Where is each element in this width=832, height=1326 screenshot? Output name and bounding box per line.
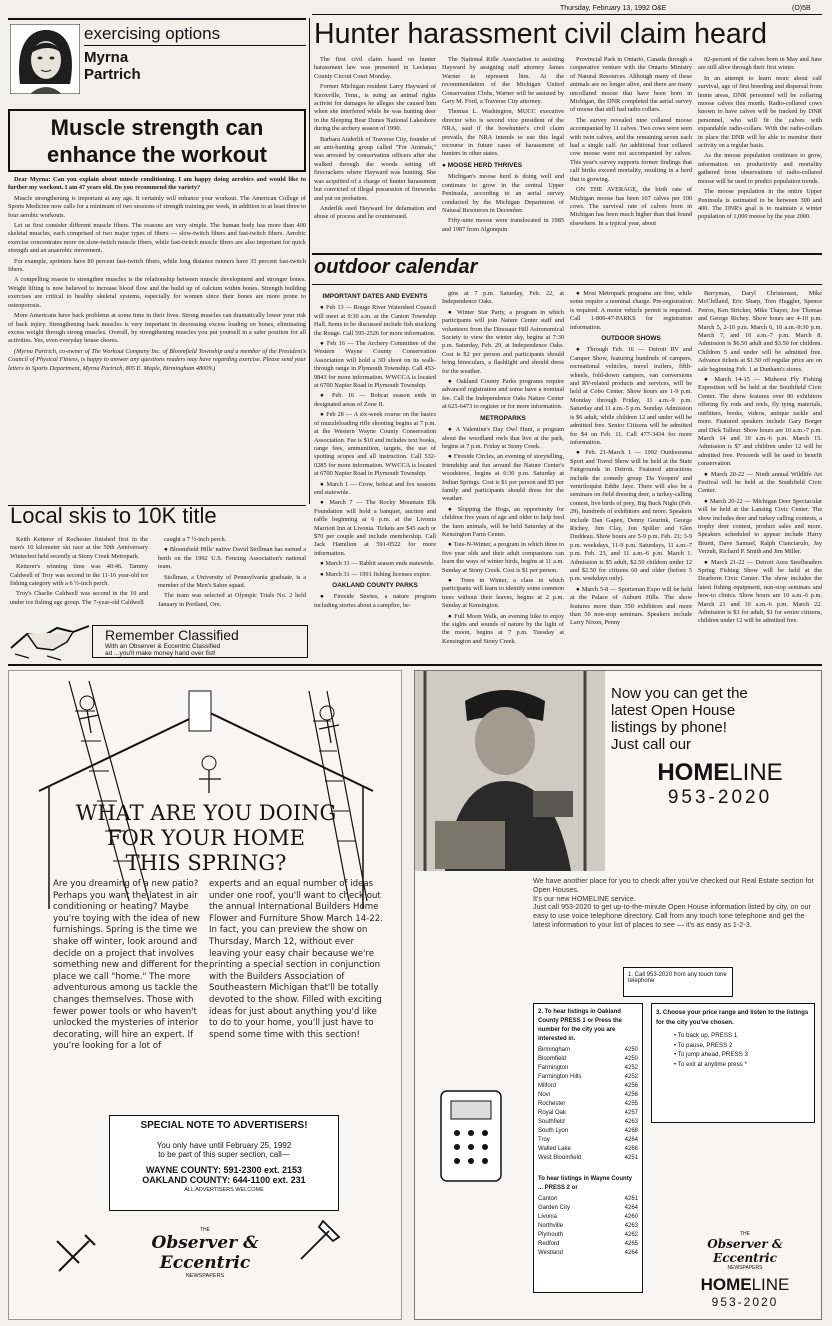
homeline-ad [414, 670, 822, 1320]
hunter-col-2: The National Rifle Association is assisting Hayward by assigning staff attorney James Warner to represent him. At the recommendation of the Michigan United Conservation Clubs, Warner will be assisted by Gary M. Ford, a Traverse City attorney. Thomas L. Washington, MUCC executive director who is second vice president of the NRA, said if the bowhunter's civil claim prevails, the NRA intends to use this legal recourse in future cases of harassment of hunters in other states. ● MOOSE HERD THRIVES Michigan's moose herd is doing well and continues to grow in the central Upper Peninsula, according to an aerial survey conducted by the Michigan Department of Natural Resources in December. Fifty-nine moose were translocated in 1985 and 1987 from Algonquin [442, 56, 564, 233]
city-row: Plymouth 4262 [538, 1232, 638, 1238]
city-row: South Lyon 4268 [538, 1128, 638, 1134]
skis-col-1: Keith Ketterer of Rochester finished first in the men's 10 kilometer ski race at the 50th Anniversary Winterfest held recently at Stony Creek Metropark. Ketterer's winning time was 40:46. Tammy Caldwell of Troy was second in the 11-16 year-old ice fishing category with a 6 ½-inch perch. Troy's Charlie Caldwell was second in the 10 and under ice fishing age group. The 7-year-old Caldwell [10, 536, 148, 606]
hunter-headline: Hunter harassment civil claim heard [314, 18, 768, 50]
city-row: Garden City 4264 [538, 1205, 638, 1211]
calendar-title: outdoor calendar [314, 256, 478, 278]
hammer-icon [289, 1211, 349, 1271]
author-bio: (Myrna Partrich, co-owner of The Workout Company Inc. of Bloomfield Township and a member of the President's Council of Physical Fitness, is happy to answer any questions readers may have regarding exercise. Please send your letters to Sports Department, Myrna Partrich, 805 E. Maple, Birmingham 48009.) [8, 347, 306, 372]
column-paragraph: For example, sprinters have 80 percent fast-twitch fibers, while long distance runners have 35 percent fast-twitch fibers. [8, 257, 306, 274]
moose-subhead: ● MOOSE HERD THRIVES [442, 161, 523, 169]
city-row: Walled Lake 4266 [538, 1146, 638, 1152]
column-paragraph: A compelling reason to strengthen muscles is the relationship between muscle development and stronger bones. Weight lifting is now believed to increase blood flow and the build up of calcium within bones. Strength building exercises are critical to healthy skeletal systems, especially for women since their bones are more prone to osteoporosis. [8, 276, 306, 309]
city-row: Westland 4264 [538, 1250, 638, 1256]
skis-headline: Local skis to 10K title [10, 503, 217, 528]
city-row: West Bloomfield 4251 [538, 1155, 638, 1161]
city-row: Northville 4263 [538, 1223, 638, 1229]
handshake-icon [7, 618, 93, 662]
city-row: Canton 4261 [538, 1196, 638, 1202]
city-row: Southfield 4263 [538, 1119, 638, 1125]
column-paragraph: Let us first consider different muscle fibers. The reasons are very simple. The human body has more than 400 skeletal muscles, each comprised of two major types of fibers — slow-twitch fibers and fast-twitch fibers. Aerobic exercise concentrates more on slow-twitch muscle fibers, while fast-twitch muscle fibers are also important for quick strength and an anaerobic movement. [8, 222, 306, 255]
hunter-col-3: Provincial Park in Ontario, Canada through a cooperative venture with the Ontario Ministry of Natural Resources. Although many of these animals are no longer alive, and there are many uncollared moose that have been born in Michigan, the DNR completed the aerial survey of moose that still had radio collars. The survey revealed nine collared moose accompanied by 11 calves. Two cows were seen with twin calves, and the remaining seven each had a single calf. An additional four collared cow moose were not accompanied by calves. This year's survey supports former findings that calf births exceed mortality, resulting in a herd that is growing. ON THE AVERAGE, the birth rate of Michigan moose has been 107 calves per 100 cows. The survival rate of calves born in Michigan has been much higher than that found elsewhere. In a typical year, about [570, 56, 692, 227]
home-ad-left-copy: Are you dreaming of a new patio? Perhaps you want the latest in air conditioning or heating? Maybe you're toying with the idea of new furnishings. Spring is the time we shake off winter, look around and decide on a project that involves something new and different for the place we call "home." The more adventurous among us tackle the changes themselves. Those with fewer power tools or who haven't unlocked the mysteries of interior decorating, will hire an expert. If you're looking for a lot of [53, 879, 209, 1052]
homeline-logo: HOMELINE 953-2020 [657, 759, 783, 808]
calendar-col-2: gins at 7 p.m. Saturday, Feb. 22, at Independence Oaks. ● Winter Star Party, a program in which participants will join Nature Center staff and volunteers from the Dinosaur Hill Astronomical Society to view the winter sky, begins at 7:30 p.m. Saturday, Feb. 29, at Independence Oaks. Cost is $2 per person and participants should bring binoculars, a flashlight and should dress for the weather. ● Oakland County Parks programs require advanced registration and some have a nominal fee. Call the Independence Oaks Nature Center at 625-6473 to register or for more information. METROPARKS ● A Valentine's Day Owl Hunt, a program about the woodland owls that live at the park, begins at 7 p.m. Friday at Stony Creek. ● Fireside Circles, an evening of storytelling, friendship and fun around the Nature Center's woodstove, begins at 6:30 p.m. Saturday at Indian Springs. Cost is $1 per person and $5 per family and participants should dress for the weather. ● Slopping the Hogs, an opportunity for children five years of age and older to help feed the farm animals, will be held Saturday at the Kensington Farm Center. ● Tots-N-Winter, a program in which three to five year olds and their adult companions can learn the ways of winter birds, begins at 11 a.m. Sunday at Stony Creek. Cost is $1 per person. ● Trees in Winter, a class in which participants will learn to identify some common trees without their leaves, begins at 2 p.m. Sunday at Kensington. ● Full Moon Walk, an evening hike to enjoy the sights and sounds of nature by the light of the moon, begins at 7 p.m. Tuesday at Kensington and Stony Creek. [442, 290, 564, 645]
author-last-name: Partrich [84, 66, 141, 83]
city-row: Royal Oak 4257 [538, 1110, 638, 1116]
column-header [8, 18, 306, 109]
city-row: Farmington 4252 [538, 1065, 638, 1071]
calendar-col-3: ● Most Metropark programs are free, while some require a nominal charge. Pre-registration is required. A motor vehicle permit is required. Call 1-800-47-PARKS for registration information. OUTDOOR SHOWS ● Through Feb. 16 — Detroit RV and Camper Show, featuring hundreds of campers, recreational vehicles, travel trailers, fifth-wheels, fold-down campers, van conversions and RV-related products and services, will be held at Cobo Center. Show hours are 1-9 p.m. Monday through Friday, 11 a.m.-9 p.m. Saturday and 11 a.m.-5 p.m. Sunday. Admission is $6 adult, while children 12 and under will be admitted free. Senior Citizens will be admitted for $4 on Feb. 11. Call 477-3434 for more information. ● Feb. 21-March 1 — 1992 Outdoorama Sport and Travel Show will be held at the State Fairgrounds in Detroit. Featured attractions include the comedy group 'Da Yoopers' and ventriloquist Eddie Jaye. There will also be a seminars on field dressing deer, a turkey-calling contest, live birds of prey, Big Buck Night (Feb. 29), hundreds of exhibitors and more. Speakers include Dan Gapen, Denny Geurink, George Richey, Jim Clay, Jon Spiller and Glen Duddeau. Show hours are 5-9 p.m. Feb. 21; 3-9 p.m. weekdays, 11-9 p.m. Saturdays, 11 a.m.-7 p.m. Feb. 23, and 11 a.m.-6 p.m. March 1. Admission is $5 adult, $2.50 children under 12 and $2.50 for citizens 60 and older (before 5 p.m. weekdays only). ● March 5-8 — Sportsman Expo will be held at the Palace of Auburn Hills. The show features more than 350 exhibitors and more than 50 non-stop seminars. Speakers include Larry Nixon, Penny [570, 290, 692, 627]
city-row: Troy 4264 [538, 1137, 638, 1143]
city-row: Rochester 4255 [538, 1101, 638, 1107]
city-row: Farmington Hills 4252 [538, 1074, 638, 1080]
author-first-name: Myrna [84, 49, 129, 66]
calendar-col-1: IMPORTANT DATES AND EVENTS ● Feb 13 — Rouge River Watershed Council will meet at 9:30 a.m. at the Canton Township Hall. Items to be discussed include fish stocking the Rouge. Call 595-2526 for more information. ● Feb 16 — The Archery Committee of the Western Wayne County Conservation Association will hold a 3D shoot on its walk-through range in Plymouth Township. Call 453-9843 for more information. WWCCA is located at 6700 Napier Road in Plymouth Township. ● Feb. 16 — Bobcat season ends in designated areas of Zone II. ● Feb 28 — A six-week course on the basics of muzzleloading rifle shooting begins at 7 p.m. at the Western Wayne County Conservation Association. Fee is $10 and includes text books, range fees, ammunition, targets, the use of spotting scopes and all instruction. Call 532-0285 for more information. WWCCA is located at 6700 Napier Road in Plymouth Township. ● March 1 — Crow, bobcat and fox seasons end statewide. ● March 7 — The Rocky Mountain Elk Foundation will hold a banquet, auction and raffle beginning at 6 p.m. at the Livonia Marriott Inn at Livonia. Tickets are $45 each or $70 per couple and include membership. Call Jack Hamilton at 591-0522 for more information. ● March 31 — Rabbit season ends statewide. ● March 31 — 1991 fishing licenses expire. OAKLAND COUNTY PARKS ● Fireside Stories, a nature program including stories about a campfire, be- [314, 293, 436, 609]
column-kicker: exercising options [84, 24, 221, 43]
city-row: Livonia 4260 [538, 1214, 638, 1220]
step-2-box: 2. To hear listings in Oakland County PRESS 1 or Press the number for the city you are interested in. Birmingham 4250 Bloomfield 4250 Farmington 4252 Farmington Hills 4252 Milford 4256 Novi 4256 Rochester 4255 Royal Oak 4257 Southfield 4263 South Lyon 4268 Troy 4264 Walled Lake 4266 West Bloomfield 4251 To hear listings in Wayne County ... PRESS 2 or Canton 4261 Garden City 4264 Livonia 4260 Northville 4263 Plymouth 4262 Redford 4265 Westland 4264 [533, 1003, 643, 1293]
wayne-city-list [538, 1195, 638, 1258]
column-paragraph: More Americans have back problems at some time in their lives. Strong muscles can dramatically lower your risk of back injury. Strengthening back muscles is very important in decreasing excess loading on bones, eliminating excess weight through strong muscles. Overall, by strengthening muscles you put yourself in a safer position for all activities. Yes, even everyday house chores. [8, 312, 306, 345]
page-code: (O)5B [792, 5, 811, 12]
tools-illustration [49, 1221, 109, 1281]
city-row: Bloomfield 4250 [538, 1056, 638, 1062]
calendar-col-4: Berryman, Daryl Christensen, Mike McClelland, Eric Sharp, Tom Huggler, Spence Petros, Ken Stricker, Mike Thayer, Joe Thomas and George Richey. Show hours are 4-10 p.m. March 5, 2-10 p.m. March 6, 10 a.m.-9:30 p.m. March 7, and 10 a.m.-7 p.m. March 8. Admission is $6.50 adult and $3.50 for children. Children 5 and under will be admitted free. Advance tickets at $1.50 off regular price are on sale beginning Feb. 1 at Dunham's stores. ● March 14-15 — Midwest Fly Fishing Exposition will be held at the Southfield Civic Center. The show features over 80 exhibitors offering fly rods and reels, fly tying materials, outfitters, books, videos, antique tackle and more. Featured speakers include Gary Borger and Dick Talleur. Show hours are 10 a.m.-7 p.m. March 14 and 10 a.m.-6 p.m. March 15. Admission is $7 and children under 12 will be admitted free. Proceeds will be used to benefit conservation. ● March 20-22 — Ninth annual Wildlife Art Festival will be held at the Southfield Civic Center. ● March 20-22 — Michigan Deer Spectacular will be held at the Lansing Civic Center. The show includes deer and turkey calling contests, a trophy deer contest, product sales and more. Speakers scheduled to appear include Harry Bruett, Dave Samuel, Ralph Cianciarulo, Jay Verzuh, Richard P. Smith and Jim Miller. ● March 21-22 — Detroit Area Steelheaders Spring Fishing Show will be held at the Dearborn Civic Center. The show includes the latest fishing equipment, non-stop seminars and how-to clinics. Show hours are 10 a.m.-6 p.m. March 21 and 10 a.m.-6 p.m. March 22. Admission is $3 for adult, $1 for senior citizens, children under 12 will be admitted free. [698, 290, 822, 625]
hunter-col-4: 82-percent of the calves born in May and June are still alive through their first winter. In an attempt to learn more about calf survival, age of first breeding and dispersal from home areas, DNR personnel will be collaring moose calves this month. Radio-collared cows known to have calves will be tracked by DNR personnel, who will fit the calves with expandable radio-collars. With the radio-collars in place the DNR will be able to monitor their activity on a regular basis. As the moose population continues to grow, information on productivity and mortality gathered from observations of radio-collared moose will be used to predict population trends. The moose population in the entire Upper Peninsula is estimated to be between 300 and 400. The DNR's goal is to maintain a winter population of 1,000 moose by the year 2000. [698, 56, 822, 221]
man-on-phone-photo [415, 671, 605, 871]
oe-homeline-logo: THE Observer & Eccentric NEWSPAPERS HOMELINE 953-2020 [700, 1231, 790, 1309]
city-row: Redford 4265 [538, 1241, 638, 1247]
homeline-phone-icon [425, 1071, 525, 1191]
homeline-intro: We have another place for you to check after you've checked our Real Estate section for Open Houses. It's our new HOMELINE service. Just call 953-2020 to get up-to-the-minute Open House information listed by city, on our easy to use voice telephone directory. Call from any touch tone telephone and get the latest information to your list of places to see — it's as easy as 1-2-3. [533, 876, 814, 929]
home-ad-right-copy: experts and an equal number of ideas under one roof, you'll want to check out the annual International Builders Home Flower and Furniture Show March 14-22. In fact, you can preview the show on Thursday, March 12, without ever leaving your easy chair because we're printing a special section in conjunction with the Builders Association of Southeastern Michigan that'll be totally devoted to the show. Filled with exciting ideas for just about anything you'd like to do to your home, you'll just have to spend some time with this section! [209, 879, 383, 1040]
home-show-ad [8, 670, 402, 1320]
classified-box: Remember Classified With an Observer & Eccentric Classified ad ...you'll make money hand over fist! [92, 625, 308, 658]
hunter-col-1: The first civil claim based on hunter harassment law was presented in Leelanau County Circuit Court Monday. Former Michigan resident Larry Hayward of Knoxville, Tenn., is suing an animal rights activist for damages he alleges she caused him when she interfered while he was hunting deer in the Sleeping Bear Dunes National Lakeshore during the archery season of 1990. Barbara Anderlik of Traverse City, founder of an anti-hunting group called "For Animals," was arrested by conservation officers after she walked through the woods setting off firecrackers where Hayward was hunting. She was acquitted of a charge of hunter harassment but convicted of illegal possession of fireworks and put on probation. Anderlik sued Hayward for defamation and abuse of process and he countersued. [314, 56, 436, 221]
advertiser-note-box: SPECIAL NOTE TO ADVERTISERS! You only have until February 25, 1992 to be part of this super section, call— WAYNE COUNTY: 591-2300 ext. 2153 OAKLAND COUNTY: 644-1100 ext. 231 ALL ADVERTISERS WELCOME [109, 1115, 339, 1211]
author-portrait [10, 24, 80, 94]
home-ad-headline: WHAT ARE YOU DOING FOR YOUR HOME THIS SPRING? [75, 801, 337, 875]
step-3-box: 3. Choose your price range and listen to the listings for the city you've chosen. • To back up, PRESS 1 • To pause, PRESS 2 • To jump ahead, PRESS 3 • To exit at anytime press * [651, 1003, 815, 1123]
homeline-headline: Now you can get the latest Open House listings by phone! Just call our [611, 685, 748, 753]
column-paragraph: Muscle strengthening is important at any age. It certainly will enhance your workout. The American College of Sports Medicine now calls for a minimum of two sessions of strength training per week, in addition to at least three to four aerobic workouts. [8, 194, 306, 219]
skis-col-2: caught a 7 ½-inch perch. ● Bloomfield Hills' native David Stollman has earned a berth on the 1992 U.S. Fencing Association's national team. Stollman, a University of Pennsylvania graduate, is a member of the Men's Sabre squad. The team was selected at Olympic Trials No. 2 held January in Portland, Ore. [158, 536, 306, 608]
city-row: Birmingham 4250 [538, 1047, 638, 1053]
reader-question: Dear Myrna: Can you explain about muscle conditioning. I am happy doing aerobics and would like to further my workout. I am 47 years old. Do you recommend the variety? [8, 176, 306, 192]
step-1-box: 1. Call 953-2020 from any touch tone telephone [623, 967, 733, 997]
oakland-city-list [538, 1046, 638, 1163]
column-body [8, 176, 306, 501]
date-line: Thursday, February 13, 1992 O&E [560, 5, 667, 12]
city-row: Milford 4256 [538, 1083, 638, 1089]
city-row: Novi 4256 [538, 1092, 638, 1098]
oe-logo: THE Observer & Eccentric NEWSPAPERS [151, 1227, 259, 1279]
column-headline: Muscle strength can enhance the workout [46, 114, 268, 167]
column-headline-box [8, 109, 306, 172]
